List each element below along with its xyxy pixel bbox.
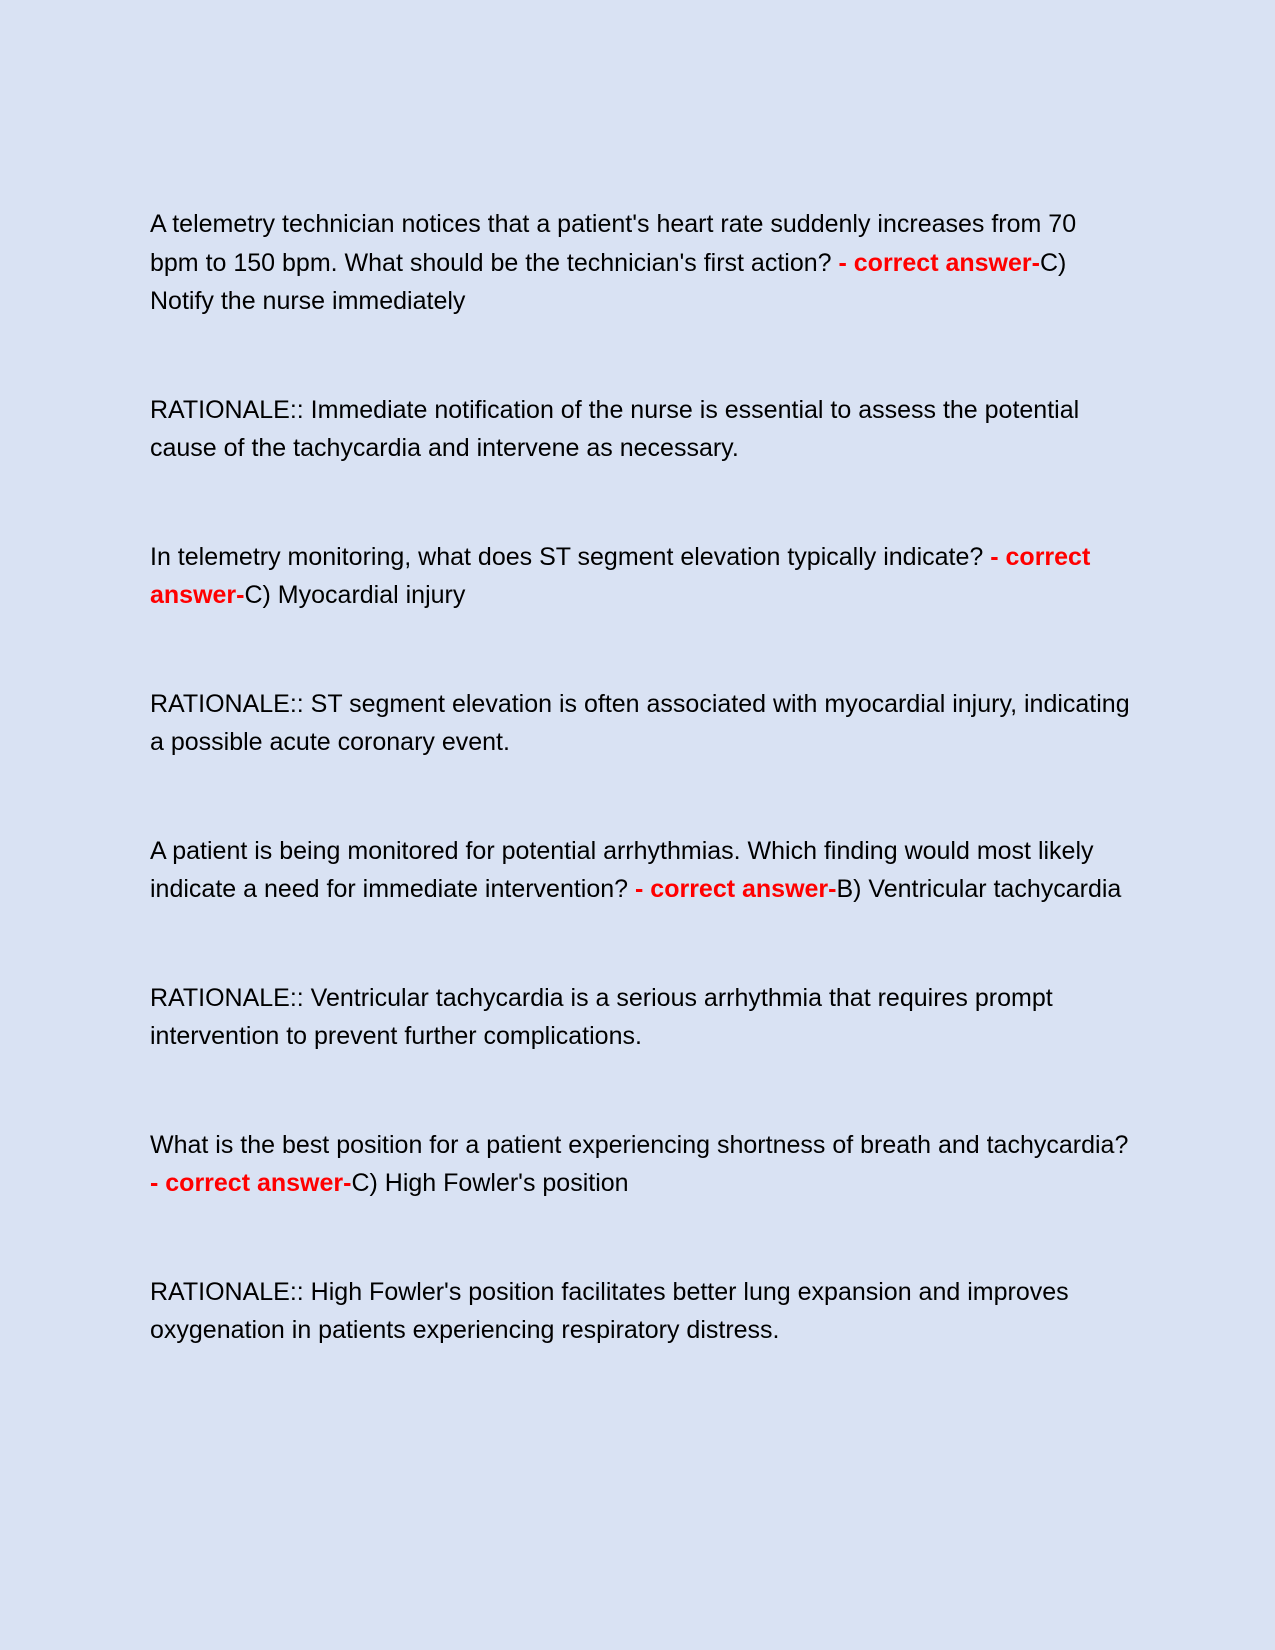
rationale-3: RATIONALE:: Ventricular tachycardia is a serious arrhythmia that requires prompt intervention to prevent further complications. (150, 983, 1053, 1050)
rationale-4: RATIONALE:: High Fowler's position facilitates better lung expansion and improves oxygenation in patients experiencing respiratory distress. (150, 1277, 1069, 1344)
answer-text: B) Ventricular tachycardia (836, 875, 1122, 903)
answer-text: C) High Fowler's position (351, 1169, 629, 1197)
answer-text: C) Notify the nurse immediately (150, 248, 1067, 315)
document-body (150, 205, 1130, 1420)
question-3 (150, 832, 1130, 909)
question-text: What is the best position for a patient experiencing shortness of breath and tachycardia? (150, 1130, 1129, 1159)
correct-answer-marker: - correct answer- (150, 542, 1091, 609)
question-text: A telemetry technician notices that a patient's heart rate suddenly increases from 70 bpm to 150 bpm. What should be the technician's first action? (150, 210, 1077, 277)
correct-answer-marker: - correct answer- (635, 875, 837, 903)
question-1 (150, 205, 1130, 321)
answer-text: C) Myocardial injury (244, 581, 466, 609)
correct-answer-marker: - correct answer- (150, 1169, 352, 1197)
question-text: A patient is being monitored for potential arrhythmias. Which finding would most likely indicate a need for immediate intervention? (150, 836, 1094, 903)
correct-answer-marker: - correct answer- (838, 248, 1040, 277)
rationale-1: RATIONALE:: Immediate notification of the nurse is essential to assess the potential cause of the tachycardia and intervene as necessary. (150, 395, 1080, 462)
question-2 (150, 538, 1130, 615)
question-4 (150, 1126, 1130, 1203)
question-text: In telemetry monitoring, what does ST segment elevation typically indicate? (150, 542, 991, 571)
rationale-2: RATIONALE:: ST segment elevation is often associated with myocardial injury, indicating a possible acute coronary event. (150, 689, 1130, 756)
